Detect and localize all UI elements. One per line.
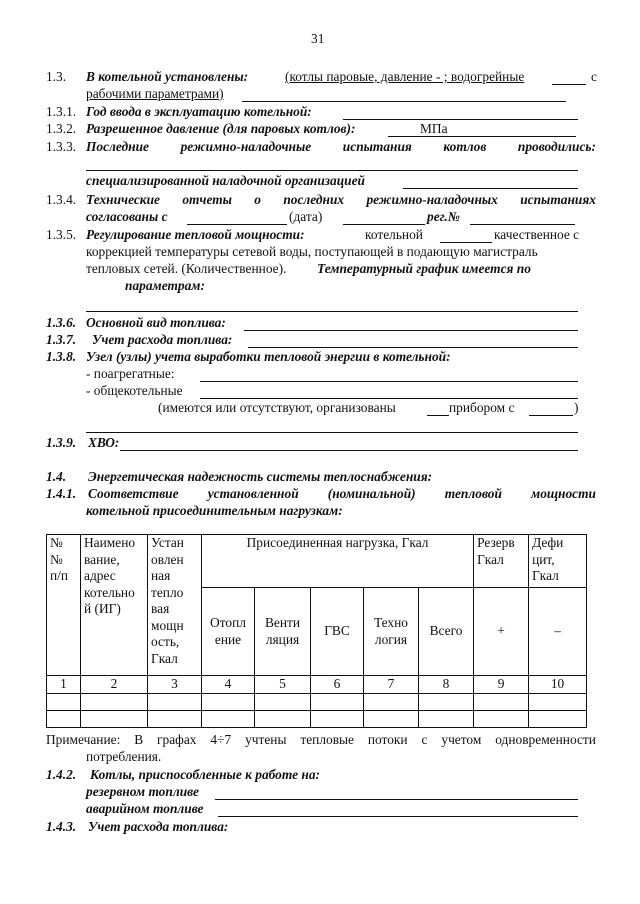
blank-line [552, 84, 586, 85]
header-total: Всего [419, 588, 474, 676]
section-1-3-5-text1b: качественное с [494, 227, 580, 242]
column-number: 6 [311, 676, 364, 694]
section-1-3-1-number: 1.3.1. [46, 104, 77, 119]
section-1-3-8-item1: - поагрегатные: [86, 366, 175, 381]
header-hot-water: ГВС [311, 588, 364, 676]
section-1-4-1-number: 1.4.1. [46, 486, 77, 501]
section-1-3-8-note-a: (имеются или отсутствуют, организованы [158, 400, 396, 415]
header-name: Наимено вание, адрес котельно й (ИГ) [81, 535, 148, 676]
section-1-3-8-label: Узел (узлы) учета выработки тепловой энергии в котельной: [86, 349, 451, 364]
section-1-4-1-line2: котельной присоединительным нагрузкам: [86, 503, 343, 518]
section-1-3-number: 1.3. [46, 69, 67, 84]
column-number: 9 [474, 676, 529, 694]
blank-line [343, 224, 425, 225]
section-1-4-2-item2: аварийном топливе [86, 801, 204, 816]
section-1-4-number: 1.4. [46, 469, 67, 484]
section-1-3-7-number: 1.3.7. [46, 332, 77, 347]
column-number: 3 [148, 676, 202, 694]
section-1-3-9-label: ХВО: [88, 435, 120, 450]
table-row [47, 711, 587, 728]
header-minus: – [529, 588, 587, 676]
section-1-3-4-agreed: согласованы с [86, 209, 168, 224]
column-number: 5 [255, 676, 311, 694]
section-1-3-3-line2: специализированной наладочной организацией [86, 173, 366, 188]
section-1-3-2-unit: МПа [420, 121, 448, 136]
section-1-3-5-line3a: тепловых сетей. (Количественное). [86, 261, 287, 276]
section-1-3-tail: с [591, 69, 597, 84]
blank-line [215, 799, 578, 800]
section-1-3-5-line4: параметрам: [125, 278, 205, 293]
section-1-3-9-number: 1.3.9. [46, 435, 77, 450]
header-ventilation: Венти ляция [255, 588, 311, 676]
section-1-4-2-label: Котлы, приспособленные к работе на: [90, 767, 320, 782]
section-1-3-4-reg: рег.№ [427, 209, 461, 224]
section-1-3-6-number: 1.3.6. [46, 315, 77, 330]
section-1-3-7-label: Учет расхода топлива: [92, 332, 233, 347]
section-1-3-2-number: 1.3.2. [46, 121, 77, 136]
blank-line [244, 330, 578, 331]
column-number: 7 [364, 676, 419, 694]
blank-line [200, 381, 578, 382]
column-number: 8 [419, 676, 474, 694]
column-number: 2 [81, 676, 148, 694]
table-note-line2: потребления. [86, 749, 162, 764]
column-number: 10 [529, 676, 587, 694]
section-1-3-5-line2: коррекцией температуры сетевой воды, поступающей в подающую магистраль [86, 244, 538, 259]
section-1-4-3-label: Учет расхода топлива: [88, 819, 229, 834]
blank-line [187, 224, 287, 225]
section-1-3-6-label: Основной вид топлива: [86, 315, 226, 330]
section-1-3-line1: (котлы паровые, давление - ; водогрейные [285, 69, 525, 84]
section-1-3-2-label: Разрешенное давление (для паровых котлов): [86, 121, 356, 136]
page-number: 31 [311, 31, 325, 46]
section-1-3-8-note-c: ) [574, 400, 579, 415]
section-1-3-4-label: Технические отчеты о последних режимно-наладочных испытаниях [86, 192, 596, 207]
blank-line [86, 311, 578, 312]
header-technology: Техно логия [364, 588, 419, 676]
header-reserve: Резерв Гкал [474, 535, 529, 588]
section-1-3-3-number: 1.3.3. [46, 139, 77, 154]
column-numbers-row [47, 676, 587, 694]
blank-line [120, 450, 578, 451]
section-1-4-2-number: 1.4.2. [46, 767, 77, 782]
column-number: 1 [47, 676, 81, 694]
table-note: Примечание: В графах 4÷7 учтены тепловые потоки с учетом одновременности [46, 732, 596, 747]
blank-line [343, 119, 578, 120]
load-table [46, 534, 587, 728]
section-1-3-5-label: Регулирование тепловой мощности: [86, 227, 305, 242]
section-1-3-label: В котельной установлены: [86, 69, 249, 84]
blank-line [470, 224, 575, 225]
blank-line [427, 415, 449, 416]
section-1-3-4-date: (дата) [289, 209, 323, 224]
blank-line [242, 101, 566, 102]
blank-line [86, 432, 578, 433]
header-heating: Отопл ение [202, 588, 255, 676]
header-num: № № п/п [47, 535, 81, 676]
header-plus: + [474, 588, 529, 676]
table-row [47, 694, 587, 711]
section-1-3-1-label: Год ввода в эксплуатацию котельной: [86, 104, 312, 119]
section-1-3-8-number: 1.3.8. [46, 349, 77, 364]
section-1-4-3-number: 1.4.3. [46, 819, 77, 834]
header-installed-capacity: Устан овлен ная тепло вая мощн ость, Гкал [148, 535, 202, 676]
header-connected-load: Присоединенная нагрузка, Гкал [202, 535, 474, 588]
section-1-4-2-item1: резервном топливе [86, 784, 199, 799]
section-1-3-5-text1: котельной [365, 227, 423, 242]
section-1-4-label: Энергетическая надежность системы теплоснабжения: [88, 469, 433, 484]
blank-line [388, 136, 576, 137]
section-1-3-5-line3b: Температурный график имеется по [317, 261, 531, 276]
blank-line [529, 415, 573, 416]
section-1-3-4-number: 1.3.4. [46, 192, 77, 207]
section-1-3-8-item2: - общекотельные [86, 383, 183, 398]
section-1-3-8-note-b: прибором с [449, 400, 515, 415]
section-1-3-5-number: 1.3.5. [46, 227, 77, 242]
blank-line [403, 188, 578, 189]
blank-line [218, 816, 578, 817]
section-1-4-1-label: Соответствие установленной (номинальной) тепловой мощности [88, 486, 596, 501]
section-1-3-line2: рабочими параметрами) [86, 86, 224, 101]
column-number: 4 [202, 676, 255, 694]
header-deficit: Дефи цит, Гкал [529, 535, 587, 588]
blank-line [86, 170, 578, 171]
section-1-3-3-label: Последние режимно-наладочные испытания котлов проводились: [86, 139, 596, 154]
